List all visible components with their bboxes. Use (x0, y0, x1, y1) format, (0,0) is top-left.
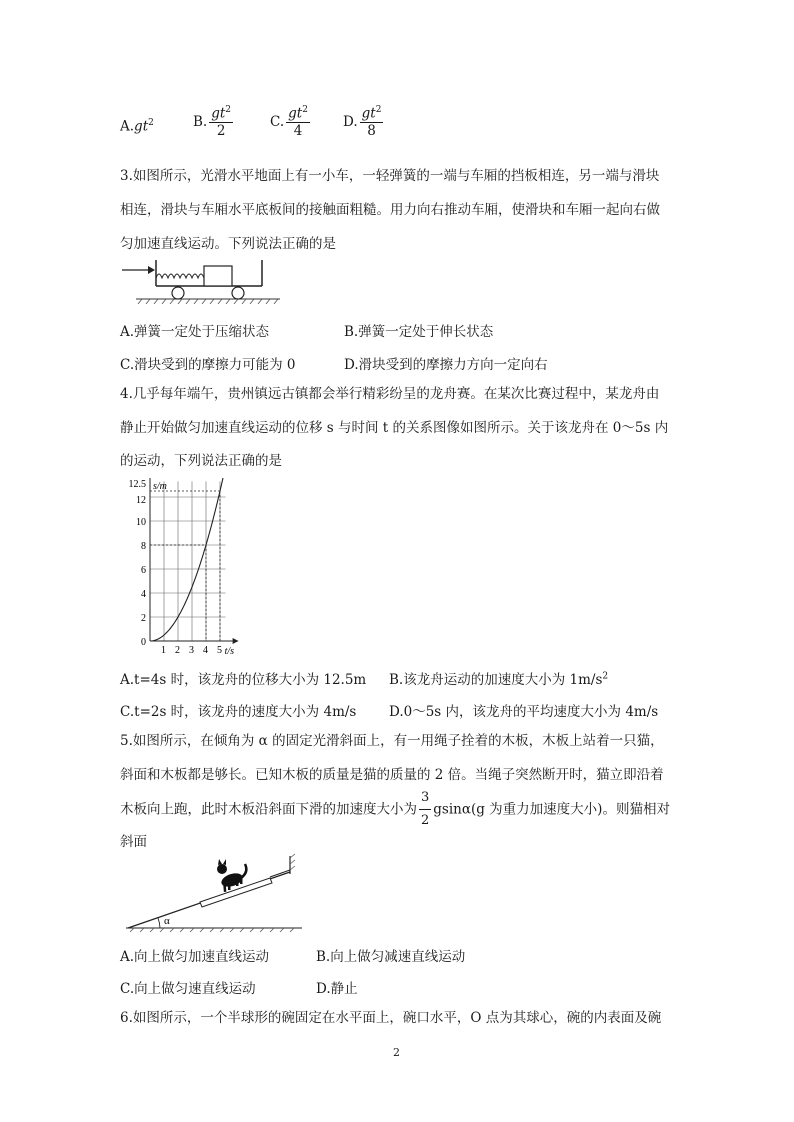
q5-stem-line-2: 斜面和木板都是够长。已知木板的质量是猫的质量的 2 倍。当绳子突然断开时，猫立即沿着 (120, 767, 664, 783)
x-tick-label: 1 (161, 645, 166, 656)
x-tick-label: 5 (217, 645, 222, 656)
y-tick-label: 4 (141, 589, 146, 600)
q4-stem-line-1: 4.几乎每年端午，贵州镇远古镇都会举行精彩纷呈的龙舟赛。在某次比赛过程中，某龙舟由 (120, 386, 660, 402)
q3-option-d: D.滑块受到的摩擦力方向一定向右 (344, 357, 548, 373)
y-tick-label: 8 (141, 541, 146, 552)
q4-option-b: B.该龙舟运动的加速度大小为 $1m/s^2$ (389, 671, 609, 688)
q5-stem-line-3: 木板向上跑，此时木板沿斜面下滑的加速度大小为 $\frac{3}{2}$ gsinα(g 为重力加速度大小)。则猫相对 (120, 787, 670, 832)
q3-stem-line-1: 3.如图所示，光滑水平地面上有一小车，一轻弹簧的一端与车厢的挡板相连，另一端与滑块 (120, 168, 660, 184)
y-tick-label: 6 (141, 565, 146, 576)
q5-stem-line-4: 斜面 (120, 834, 147, 850)
q2-option-a: $A.gt^2$ (120, 118, 154, 135)
q5-option-d: D.静止 (316, 981, 358, 997)
q4-stem-line-2: 静止开始做匀加速直线运动的位移 s 与时间 t 的关系图像如图所示。关于该龙舟在 0～5s 内 (120, 420, 669, 436)
y-axis-label: s/m (153, 481, 167, 492)
q3-option-b: B.弹簧一定处于伸长状态 (344, 324, 494, 340)
q5-incline-cat-figure (120, 852, 302, 934)
q3-option-a: A.弹簧一定处于压缩状态 (120, 324, 270, 340)
q2-option-b: B. $\frac{gt^2}{2}$ (193, 105, 232, 139)
y-tick-label: 0 (141, 637, 146, 648)
q4-st-graph (112, 478, 252, 658)
series-s-t-curve (150, 478, 224, 641)
y-tick-label: 2 (141, 613, 146, 624)
q4-stem-line-3: 的运动，下列说法正确的是 (120, 453, 282, 469)
q3-cart-spring-figure (120, 256, 282, 306)
x-tick-label: 3 (189, 645, 194, 656)
q2-option-c: C. $\frac{gt^2}{4}$ (270, 105, 308, 139)
q5-option-c: C.向上做匀速直线运动 (120, 981, 256, 997)
q5-option-a: A.向上做匀加速直线运动 (120, 949, 270, 965)
y-tick-label: 10 (136, 517, 146, 528)
x-tick-label: 2 (175, 645, 180, 656)
page-number: 2 (393, 1046, 400, 1059)
q4-option-c: C.t=2s 时，该龙舟的速度大小为 4m/s (120, 704, 357, 720)
x-axis-arrow (233, 638, 239, 644)
q4-option-d: D.0～5s 内，该龙舟的平均速度大小为 4m/s (389, 704, 659, 720)
q3-stem-line-3: 匀加速直线运动。下列说法正确的是 (120, 236, 336, 252)
q3-option-c: C.滑块受到的摩擦力可能为 0 (120, 357, 296, 373)
x-axis-label: t/s (224, 646, 235, 657)
y-tick-label: 12 (136, 495, 146, 506)
q6-stem-line-1: 6.如图所示，一个半球形的碗固定在水平面上，碗口水平，O 点为其球心，碗的内表面及碗 (120, 1010, 662, 1026)
q5-angle-label: α (164, 915, 170, 927)
q5-stem-line-1: 5.如图所示，在倾角为 α 的固定光滑斜面上，有一用绳子拴着的木板，木板上站着一只猫， (120, 733, 664, 749)
q5-option-b: B.向上做匀减速直线运动 (316, 949, 466, 965)
x-tick-label: 4 (203, 645, 208, 656)
q4-option-a: A.t=4s 时，该龙舟的位移大小为 12.5m (120, 672, 367, 688)
y-tick-label: 12.5 (128, 479, 146, 490)
q2-option-d: D. $\frac{gt^2}{8}$ (343, 105, 382, 139)
q3-stem-line-2: 相连，滑块与车厢水平底板间的接触面粗糙。用力向右推动车厢，使滑块和车厢一起向右做 (120, 202, 660, 218)
